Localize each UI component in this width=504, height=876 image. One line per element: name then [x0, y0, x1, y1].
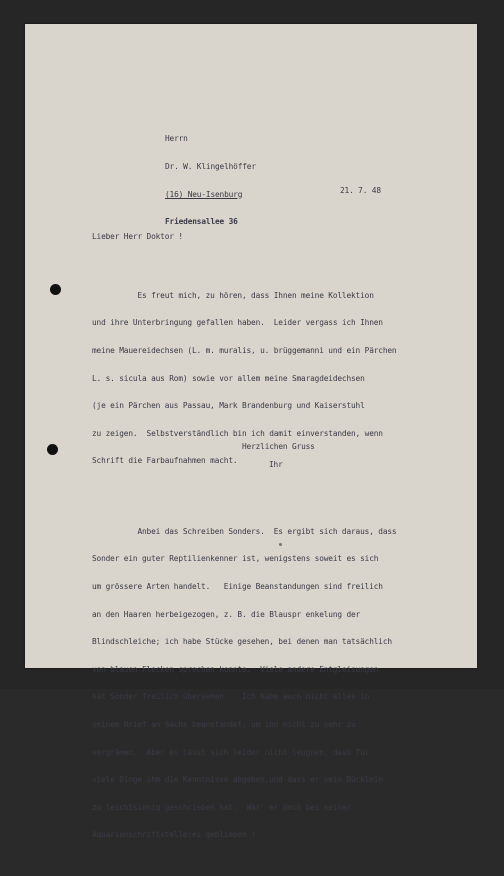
address-line-2: Dr. W. Klingelhöffer	[165, 162, 256, 171]
body-line: Schrift die Farbaufnahmen macht.	[92, 456, 238, 466]
body-line: Blindschleiche; ich habe Stücke gesehen, bei denen man tatsächlich	[92, 637, 392, 647]
recipient-address	[165, 116, 256, 245]
body-line: Es freut mich, zu hören, dass Ihnen meine Kollektion	[92, 290, 374, 300]
body-line: an den Haaren herbeigezogen, z. B. die Blauspr enkelung der	[92, 609, 361, 619]
body-line: Sonder ein guter Reptilienkenner ist, wenigstens soweit es sich	[92, 554, 379, 564]
paragraph-1	[92, 272, 396, 484]
punch-hole-top	[50, 284, 61, 295]
paper-speck	[279, 543, 282, 546]
body-line: und ihre Unterbringung gefallen haben. Leider vergass ich Ihnen	[92, 318, 383, 328]
body-line: um grössere Arten handelt. Einige Beanstandungen sind freilich	[92, 581, 383, 591]
signature-label: Ihr	[269, 460, 283, 469]
address-line-1: Herrn	[165, 134, 188, 144]
body-line: hat Sonder freilich übersehen. Ich habe auch nicht alles in	[92, 692, 370, 702]
body-line: viele Dinge ihm die Kenntnisse abgehen,und dass er sein Büchlein	[92, 775, 383, 785]
letter-date: 21. 7. 48	[340, 186, 381, 195]
body-line: (je ein Pärchen aus Passau, Mark Brandenburg und Kaiserstuhl	[92, 401, 365, 411]
letter-page	[25, 24, 477, 840]
body-line: von blauen Flecken sprechen konnte. Viele andere Entgleisungen	[92, 664, 379, 674]
body-line: meine Mauereidechsen (L. m. muralis, u. brüggemanni und ein Pärchen	[92, 346, 397, 355]
paragraph-2	[92, 508, 396, 858]
body-line: vergrämen. Aber es lässt sich leider nicht leugnen, dass für	[92, 747, 370, 757]
letter-body	[92, 254, 396, 876]
body-line: Anbei das Schreiben Sonders. Es ergibt sich daraus, dass	[92, 526, 397, 536]
address-line-3: (16) Neu-Isenburg	[165, 189, 243, 199]
address-line-4: Friedensallee 36	[165, 217, 238, 227]
body-line: zu leichtsinnig geschrieben hat. Wär' er doch bei seiner	[92, 802, 352, 812]
body-line: zu zeigen. Selbstverständlich bin ich damit einverstanden, wenn	[92, 428, 383, 438]
body-line: L. s. sicula aus Rom) sowie vor allem meine Smaragdeidechsen	[92, 373, 365, 383]
closing: Herzlichen Gruss	[242, 442, 315, 451]
body-line: Aquarienschriftstellerei geblieben !	[92, 830, 256, 840]
punch-hole-bottom	[47, 444, 58, 455]
salutation: Lieber Herr Doktor !	[92, 232, 183, 241]
body-line: seinem Brief an Sachs beanstandet, um ihn nicht zu sehr zu	[92, 719, 356, 729]
